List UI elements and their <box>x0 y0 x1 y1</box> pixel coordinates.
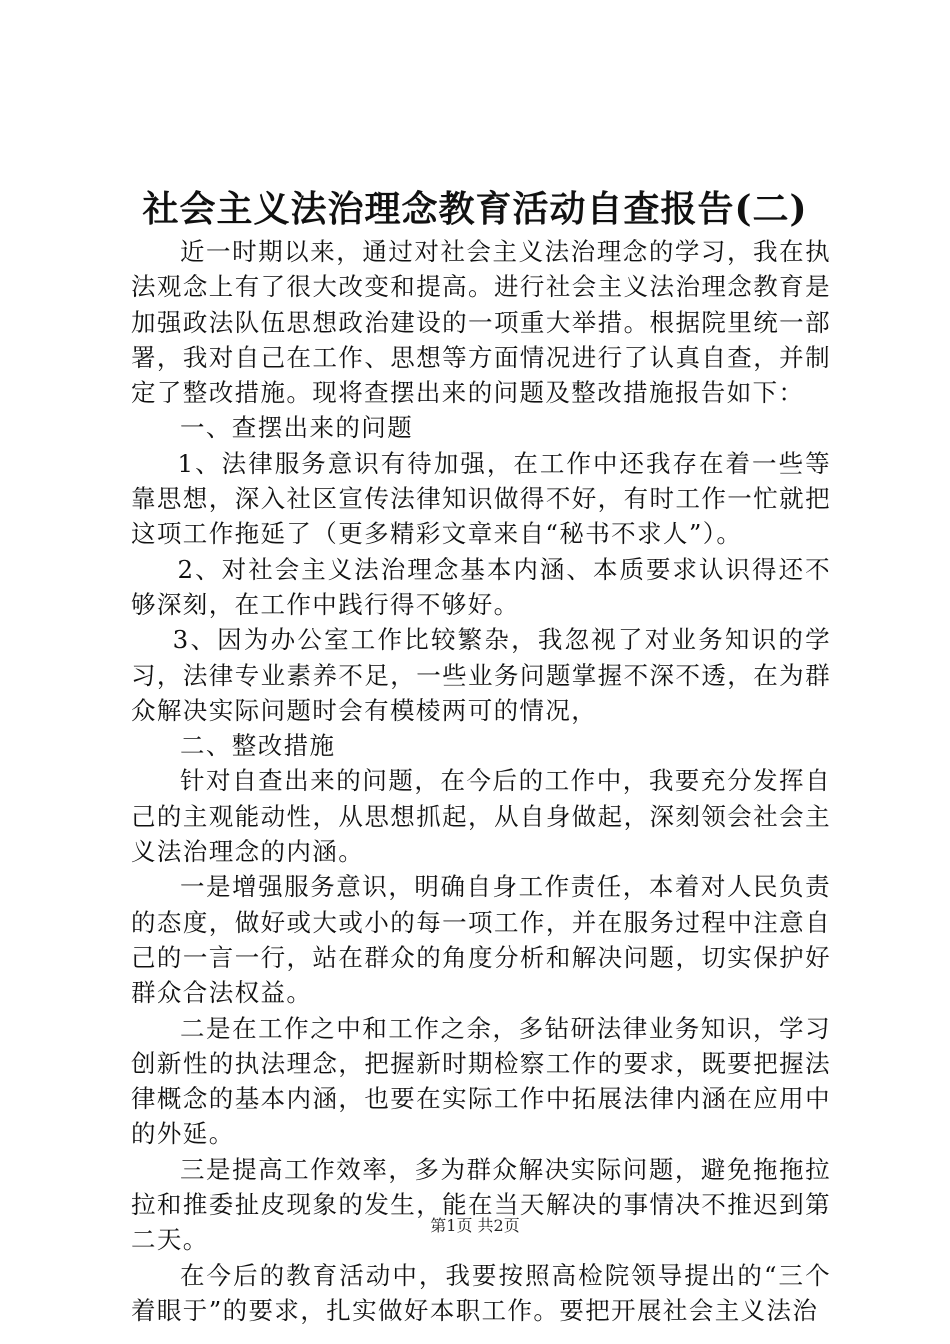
section-heading-measures: 二、整改措施 <box>180 731 336 761</box>
page-footer: 第1页 共2页 <box>430 1216 520 1235</box>
section-heading-problems: 一、查摆出来的问题 <box>180 413 414 443</box>
paragraph-problem-3: 3、因为办公室工作比较繁杂，我忽视了对业务知识的学习，法律专业素养不足，一些业务问题掌握不深不透，在为群众解决实际问题时会有模棱两可的情况， <box>131 625 831 725</box>
paragraph-measure-2: 二是在工作之中和工作之余，多钻研法律业务知识，学习创新性的执法理念，把握新时期检察工作的要求，既要把握法律概念的基本内涵，也要在实际工作中拓展法律内涵在应用中的外延。 <box>131 1013 831 1149</box>
paragraph-problem-1: 1、法律服务意识有待加强，在工作中还我存在着一些等靠思想，深入社区宣传法律知识做得不好，有时工作一忙就把这项工作拖延了（更多精彩文章来自“秘书不求人”）。 <box>131 448 831 549</box>
paragraph-measure-3: 三是提高工作效率，多为群众解决实际问题，避免拖拖拉拉和推委扯皮现象的发生，能在当天解决的事情决不推迟到第二天。 <box>131 1154 831 1255</box>
paragraph-conclusion: 在今后的教育活动中，我要按照高检院领导提出的“三个着眼于”的要求，扎实做好本职工作。要把开展社会主义法治 <box>131 1260 831 1325</box>
document-body <box>131 234 831 1328</box>
paragraph-intro: 近一时期以来，通过对社会主义法治理念的学习，我在执法观念上有了很大改变和提高。进行社会主义法治理念教育是加强政法队伍思想政治建设的一项重大举措。根据院里统一部署，我对自己在工作、思想等方面情况进行了认真自查，并制定了整改措施。现将查摆出来的问题及整改措施报告如下： <box>131 237 831 408</box>
paragraph-measure-1: 一是增强服务意识，明确自身工作责任，本着对人民负责的态度，做好或大或小的每一项工作，并在服务过程中注意自己的一言一行，站在群众的角度分析和解决问题，切实保护好群众合法权益。 <box>131 872 831 1008</box>
document-title: 社会主义法治理念教育活动自查报告(二) <box>142 188 808 230</box>
paragraph-problem-2: 2、对社会主义法治理念基本内涵、本质要求认识得还不够深刻，在工作中践行得不够好。 <box>131 554 831 619</box>
paragraph-measures-intro: 针对自查出来的问题，在今后的工作中，我要充分发挥自己的主观能动性，从思想抓起，从自身做起，深刻领会社会主义法治理念的内涵。 <box>131 766 831 867</box>
